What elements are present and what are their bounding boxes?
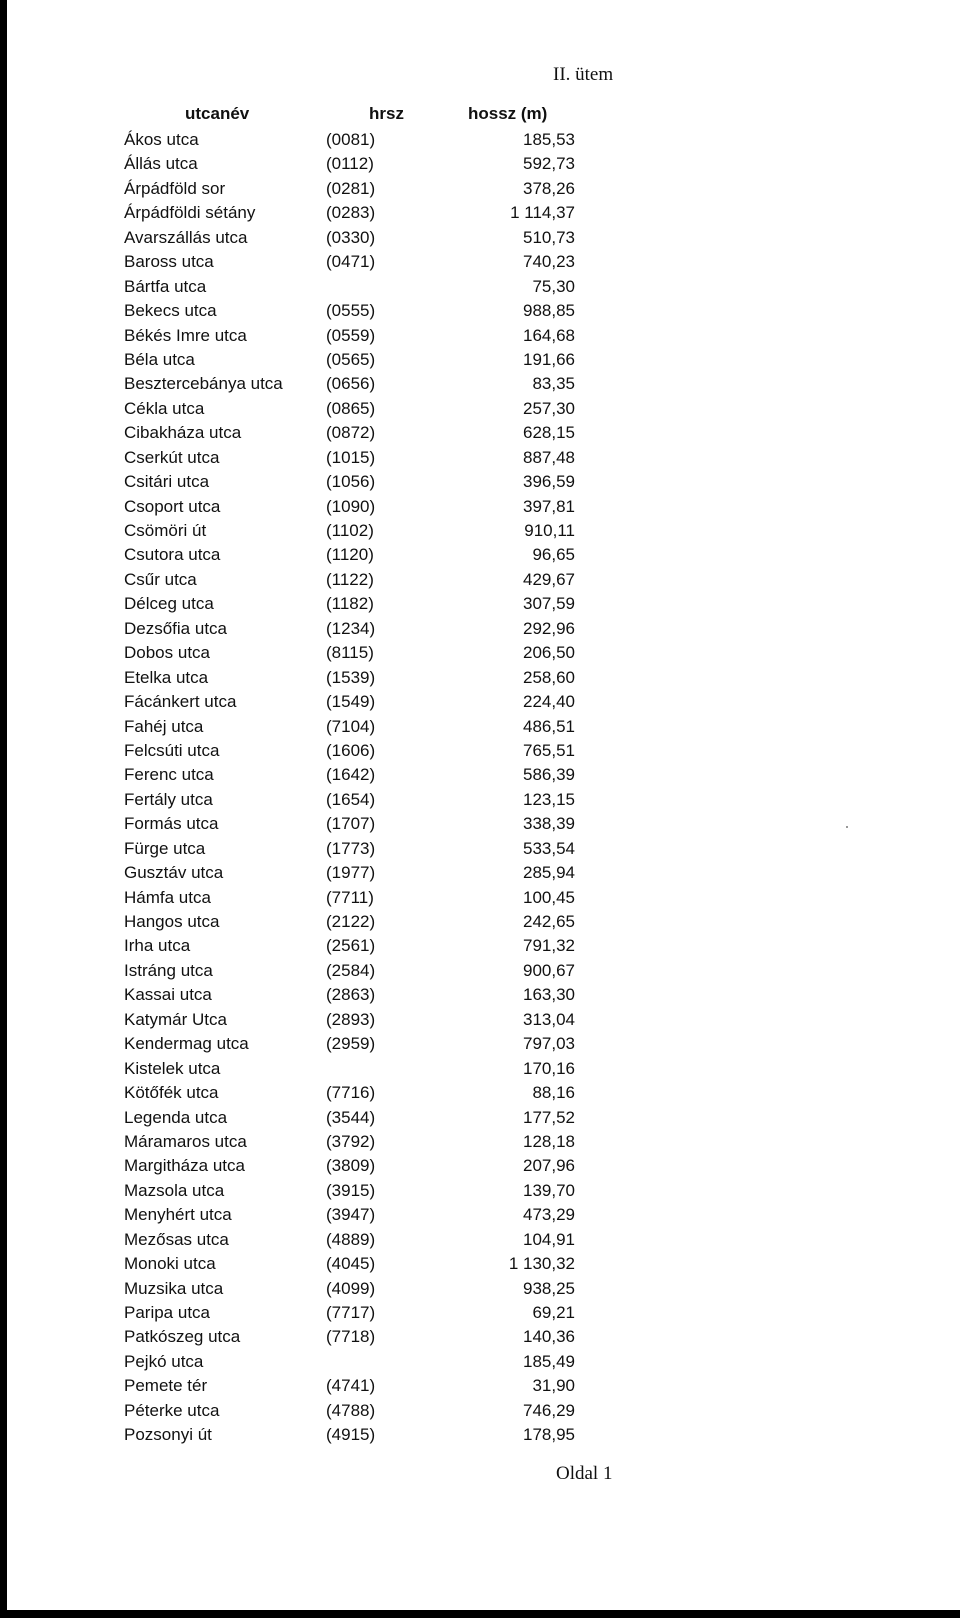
table-row — [0, 1154, 960, 1178]
street-name-cell: Hangos utca — [124, 912, 220, 931]
table-row — [0, 201, 960, 225]
length-cell: 473,29 — [523, 1205, 575, 1225]
table-row — [0, 250, 960, 274]
length-cell: 307,59 — [523, 594, 575, 614]
scan-speck — [846, 826, 848, 828]
street-name-cell: Legenda utca — [124, 1107, 228, 1127]
hrsz-cell: (4889) — [326, 1229, 376, 1249]
length-cell: 791,32 — [523, 936, 575, 956]
length-cell: 378,26 — [523, 178, 575, 198]
table-row — [0, 177, 960, 201]
table-row — [0, 128, 960, 152]
street-name-cell: Állás utca — [124, 154, 198, 174]
length-cell: 178,95 — [523, 1425, 575, 1445]
hrsz-cell: (0865) — [326, 398, 376, 418]
hrsz-cell: (2122) — [326, 912, 376, 931]
table-row — [0, 788, 960, 812]
length-cell: 224,40 — [523, 692, 575, 712]
street-name-cell: Etelka utca — [124, 667, 209, 687]
street-name-cell: Baross utca — [124, 252, 214, 272]
street-name-cell: Ferenc utca — [124, 765, 214, 785]
length-cell: 797,03 — [523, 1034, 575, 1054]
table-row — [0, 739, 960, 763]
hrsz-cell: (1642) — [326, 765, 376, 785]
hrsz-cell: (4045) — [326, 1254, 376, 1274]
table-row — [0, 1130, 960, 1154]
table-row — [0, 1228, 960, 1252]
hrsz-cell: (1090) — [326, 496, 376, 516]
street-name-cell: Kassai utca — [124, 985, 212, 1005]
length-cell: 69,21 — [532, 1303, 575, 1322]
table-row — [0, 934, 960, 958]
hrsz-cell: (7716) — [326, 1083, 376, 1103]
length-cell: 164,68 — [523, 325, 575, 345]
table-row — [0, 1350, 960, 1374]
length-cell: 900,67 — [523, 960, 575, 980]
hrsz-cell: (0112) — [326, 154, 374, 174]
street-name-cell: Kistelek utca — [124, 1058, 221, 1078]
table-row — [0, 959, 960, 983]
street-name-cell: Fürge utca — [124, 838, 206, 858]
street-name-cell: Kendermag utca — [124, 1034, 249, 1054]
hrsz-cell: (0471) — [326, 252, 376, 272]
hrsz-cell: (1773) — [326, 838, 376, 858]
street-name-cell: Árpádföldi sétány — [124, 203, 256, 223]
length-cell: 938,25 — [523, 1278, 575, 1298]
length-cell: 533,54 — [523, 838, 575, 858]
table-row — [0, 1032, 960, 1056]
street-name-cell: Csömöri út — [124, 521, 207, 540]
street-name-cell: Fertály utca — [124, 789, 213, 809]
table-row — [0, 299, 960, 323]
length-cell: 257,30 — [523, 398, 575, 418]
table-row — [0, 324, 960, 348]
length-cell: 140,36 — [523, 1327, 575, 1347]
length-cell: 397,81 — [523, 496, 575, 516]
table-row — [0, 1277, 960, 1301]
street-name-cell: Csitári utca — [124, 472, 210, 492]
length-cell: 628,15 — [523, 423, 575, 443]
table-row — [0, 519, 960, 543]
hrsz-cell: (0656) — [326, 374, 376, 394]
table-row — [0, 446, 960, 470]
hrsz-cell: (1549) — [326, 692, 376, 712]
street-name-cell: Hámfa utca — [124, 887, 211, 907]
length-cell: 177,52 — [523, 1107, 575, 1127]
street-name-cell: Bekecs utca — [124, 301, 217, 321]
hrsz-cell: (4099) — [326, 1278, 376, 1298]
street-name-cell: Pemete tér — [124, 1376, 208, 1396]
table-row — [0, 617, 960, 641]
street-name-cell: Máramaros utca — [124, 1131, 247, 1151]
table-row — [0, 983, 960, 1007]
street-name-cell: Muzsika utca — [124, 1278, 224, 1298]
hrsz-cell: (3792) — [326, 1131, 376, 1151]
length-cell: 313,04 — [523, 1009, 575, 1029]
street-table — [0, 128, 960, 1448]
hrsz-cell: (1606) — [326, 740, 376, 760]
hrsz-cell: (0283) — [326, 203, 376, 223]
hrsz-cell: (7717) — [326, 1303, 376, 1322]
street-name-cell: Mezősas utca — [124, 1229, 229, 1249]
table-row — [0, 1374, 960, 1398]
table-row — [0, 812, 960, 836]
street-name-cell: Fácánkert utca — [124, 692, 237, 712]
hrsz-cell: (1707) — [326, 814, 376, 834]
length-cell: 31,90 — [532, 1376, 575, 1396]
length-cell: 170,16 — [523, 1058, 575, 1078]
hrsz-cell: (7711) — [326, 887, 374, 907]
hrsz-cell: (2893) — [326, 1009, 376, 1029]
table-row — [0, 152, 960, 176]
street-name-cell: Dezsőfia utca — [124, 618, 227, 638]
table-row — [0, 715, 960, 739]
table-row — [0, 421, 960, 445]
hrsz-cell: (7104) — [326, 716, 376, 736]
length-cell: 396,59 — [523, 472, 575, 492]
hrsz-cell: (2959) — [326, 1034, 376, 1054]
table-row — [0, 1057, 960, 1081]
length-cell: 285,94 — [523, 863, 575, 883]
length-cell: 910,11 — [524, 521, 575, 540]
street-name-cell: Délceg utca — [124, 594, 214, 614]
street-name-cell: Pejkó utca — [124, 1351, 204, 1371]
street-name-cell: Bártfa utca — [124, 276, 207, 296]
hrsz-cell: (1654) — [326, 789, 376, 809]
length-cell: 191,66 — [523, 349, 575, 369]
table-row — [0, 568, 960, 592]
table-row — [0, 1301, 960, 1325]
street-name-cell: Margitháza utca — [124, 1156, 245, 1176]
length-cell: 292,96 — [523, 618, 575, 638]
hrsz-cell: (0559) — [326, 325, 376, 345]
table-row — [0, 861, 960, 885]
street-name-cell: Besztercebánya utca — [124, 374, 283, 394]
hrsz-cell: (0872) — [326, 423, 376, 443]
street-name-cell: Cékla utca — [124, 398, 205, 418]
hrsz-cell: (4741) — [326, 1376, 376, 1396]
table-row — [0, 1203, 960, 1227]
table-row — [0, 470, 960, 494]
table-row — [0, 1179, 960, 1203]
street-name-cell: Patkószeg utca — [124, 1327, 241, 1347]
hrsz-cell: (2584) — [326, 960, 376, 980]
hrsz-cell: (7718) — [326, 1327, 376, 1347]
street-name-cell: Avarszállás utca — [124, 227, 248, 247]
table-row — [0, 1325, 960, 1349]
page-border-bottom — [0, 1610, 960, 1618]
page-label: II. ütem — [553, 64, 614, 85]
table-row — [0, 1106, 960, 1130]
length-cell: 242,65 — [523, 912, 575, 931]
hrsz-cell: (3947) — [326, 1205, 376, 1225]
street-name-cell: Cserkút utca — [124, 447, 220, 467]
length-cell: 185,53 — [523, 130, 575, 149]
hrsz-cell: (1120) — [326, 545, 374, 565]
hrsz-cell: (1056) — [326, 472, 376, 492]
length-cell: 887,48 — [523, 447, 575, 467]
hrsz-cell: (1182) — [326, 594, 374, 614]
table-header — [0, 104, 960, 128]
hrsz-cell: (1234) — [326, 618, 376, 638]
street-name-cell: Menyhért utca — [124, 1205, 232, 1225]
hrsz-cell: (1015) — [326, 447, 376, 467]
table-row — [0, 886, 960, 910]
length-cell: 123,15 — [523, 789, 575, 809]
street-name-cell: Péterke utca — [124, 1400, 220, 1420]
hrsz-cell: (2863) — [326, 985, 376, 1005]
street-name-cell: Felcsúti utca — [124, 740, 220, 760]
table-row — [0, 690, 960, 714]
street-name-cell: Csutora utca — [124, 545, 221, 565]
table-row — [0, 348, 960, 372]
length-cell: 88,16 — [532, 1083, 575, 1103]
hrsz-cell: (1102) — [326, 521, 374, 540]
length-cell: 207,96 — [523, 1156, 575, 1176]
street-name-cell: Irha utca — [124, 936, 191, 956]
hrsz-cell: (4788) — [326, 1400, 376, 1420]
length-cell: 83,35 — [532, 374, 575, 394]
street-name-cell: Békés Imre utca — [124, 325, 247, 345]
length-cell: 586,39 — [523, 765, 575, 785]
length-cell: 258,60 — [523, 667, 575, 687]
length-cell: 104,91 — [523, 1229, 575, 1249]
header-length: hossz (m) — [468, 104, 548, 123]
hrsz-cell: (8115) — [326, 643, 374, 663]
hrsz-cell: (2561) — [326, 936, 376, 956]
hrsz-cell: (1539) — [326, 667, 376, 687]
street-name-cell: Mazsola utca — [124, 1180, 225, 1200]
length-cell: 1 114,37 — [510, 203, 575, 223]
street-name-cell: Formás utca — [124, 814, 219, 834]
length-cell: 1 130,32 — [508, 1254, 575, 1274]
street-name-cell: Béla utca — [124, 349, 195, 369]
street-name-cell: Kötőfék utca — [124, 1083, 219, 1103]
table-row — [0, 397, 960, 421]
table-row — [0, 226, 960, 250]
length-cell: 75,30 — [532, 276, 575, 296]
table-row — [0, 910, 960, 934]
length-cell: 486,51 — [523, 716, 575, 736]
header-street-name: utcanév — [185, 104, 250, 123]
length-cell: 592,73 — [523, 154, 575, 174]
length-cell: 988,85 — [523, 301, 575, 321]
length-cell: 100,45 — [523, 887, 575, 907]
length-cell: 163,30 — [523, 985, 575, 1005]
length-cell: 740,23 — [523, 252, 575, 272]
table-row — [0, 763, 960, 787]
street-name-cell: Monoki utca — [124, 1254, 216, 1274]
street-name-cell: Cibakháza utca — [124, 423, 242, 443]
length-cell: 765,51 — [523, 740, 575, 760]
table-row — [0, 1008, 960, 1032]
hrsz-cell: (3915) — [326, 1180, 376, 1200]
length-cell: 139,70 — [523, 1180, 575, 1200]
length-cell: 96,65 — [532, 545, 575, 565]
page-footer: Oldal 1 — [556, 1463, 613, 1484]
hrsz-cell: (0555) — [326, 301, 376, 321]
hrsz-cell: (3544) — [326, 1107, 376, 1127]
table-row — [0, 1081, 960, 1105]
street-name-cell: Pozsonyi út — [124, 1425, 212, 1445]
street-name-cell: Árpádföld sor — [124, 178, 226, 198]
street-name-cell: Paripa utca — [124, 1303, 210, 1322]
street-name-cell: Katymár Utca — [124, 1009, 227, 1029]
hrsz-cell: (3809) — [326, 1156, 376, 1176]
length-cell: 338,39 — [523, 814, 575, 834]
table-row — [0, 543, 960, 567]
hrsz-cell: (0081) — [326, 130, 376, 149]
length-cell: 128,18 — [523, 1131, 575, 1151]
hrsz-cell: (4915) — [326, 1425, 376, 1445]
table-row — [0, 641, 960, 665]
length-cell: 429,67 — [523, 569, 575, 589]
hrsz-cell: (0330) — [326, 227, 376, 247]
hrsz-cell: (0565) — [326, 349, 376, 369]
street-name-cell: Dobos utca — [124, 643, 210, 663]
street-name-cell: Gusztáv utca — [124, 863, 224, 883]
table-row — [0, 275, 960, 299]
table-row — [0, 592, 960, 616]
hrsz-cell: (1122) — [326, 569, 374, 589]
table-row — [0, 372, 960, 396]
street-name-cell: Istráng utca — [124, 960, 213, 980]
table-row — [0, 1252, 960, 1276]
length-cell: 185,49 — [523, 1351, 575, 1371]
table-row — [0, 495, 960, 519]
table-row — [0, 1399, 960, 1423]
hrsz-cell: (0281) — [326, 178, 376, 198]
hrsz-cell: (1977) — [326, 863, 376, 883]
length-cell: 206,50 — [523, 643, 575, 663]
length-cell: 510,73 — [523, 227, 575, 247]
header-hrsz: hrsz — [369, 104, 404, 123]
table-row — [0, 1423, 960, 1447]
length-cell: 746,29 — [523, 1400, 575, 1420]
street-name-cell: Fahéj utca — [124, 716, 204, 736]
street-name-cell: Csoport utca — [124, 496, 221, 516]
table-row — [0, 837, 960, 861]
table-row — [0, 666, 960, 690]
street-name-cell: Csűr utca — [124, 569, 197, 589]
street-name-cell: Ákos utca — [124, 130, 199, 149]
